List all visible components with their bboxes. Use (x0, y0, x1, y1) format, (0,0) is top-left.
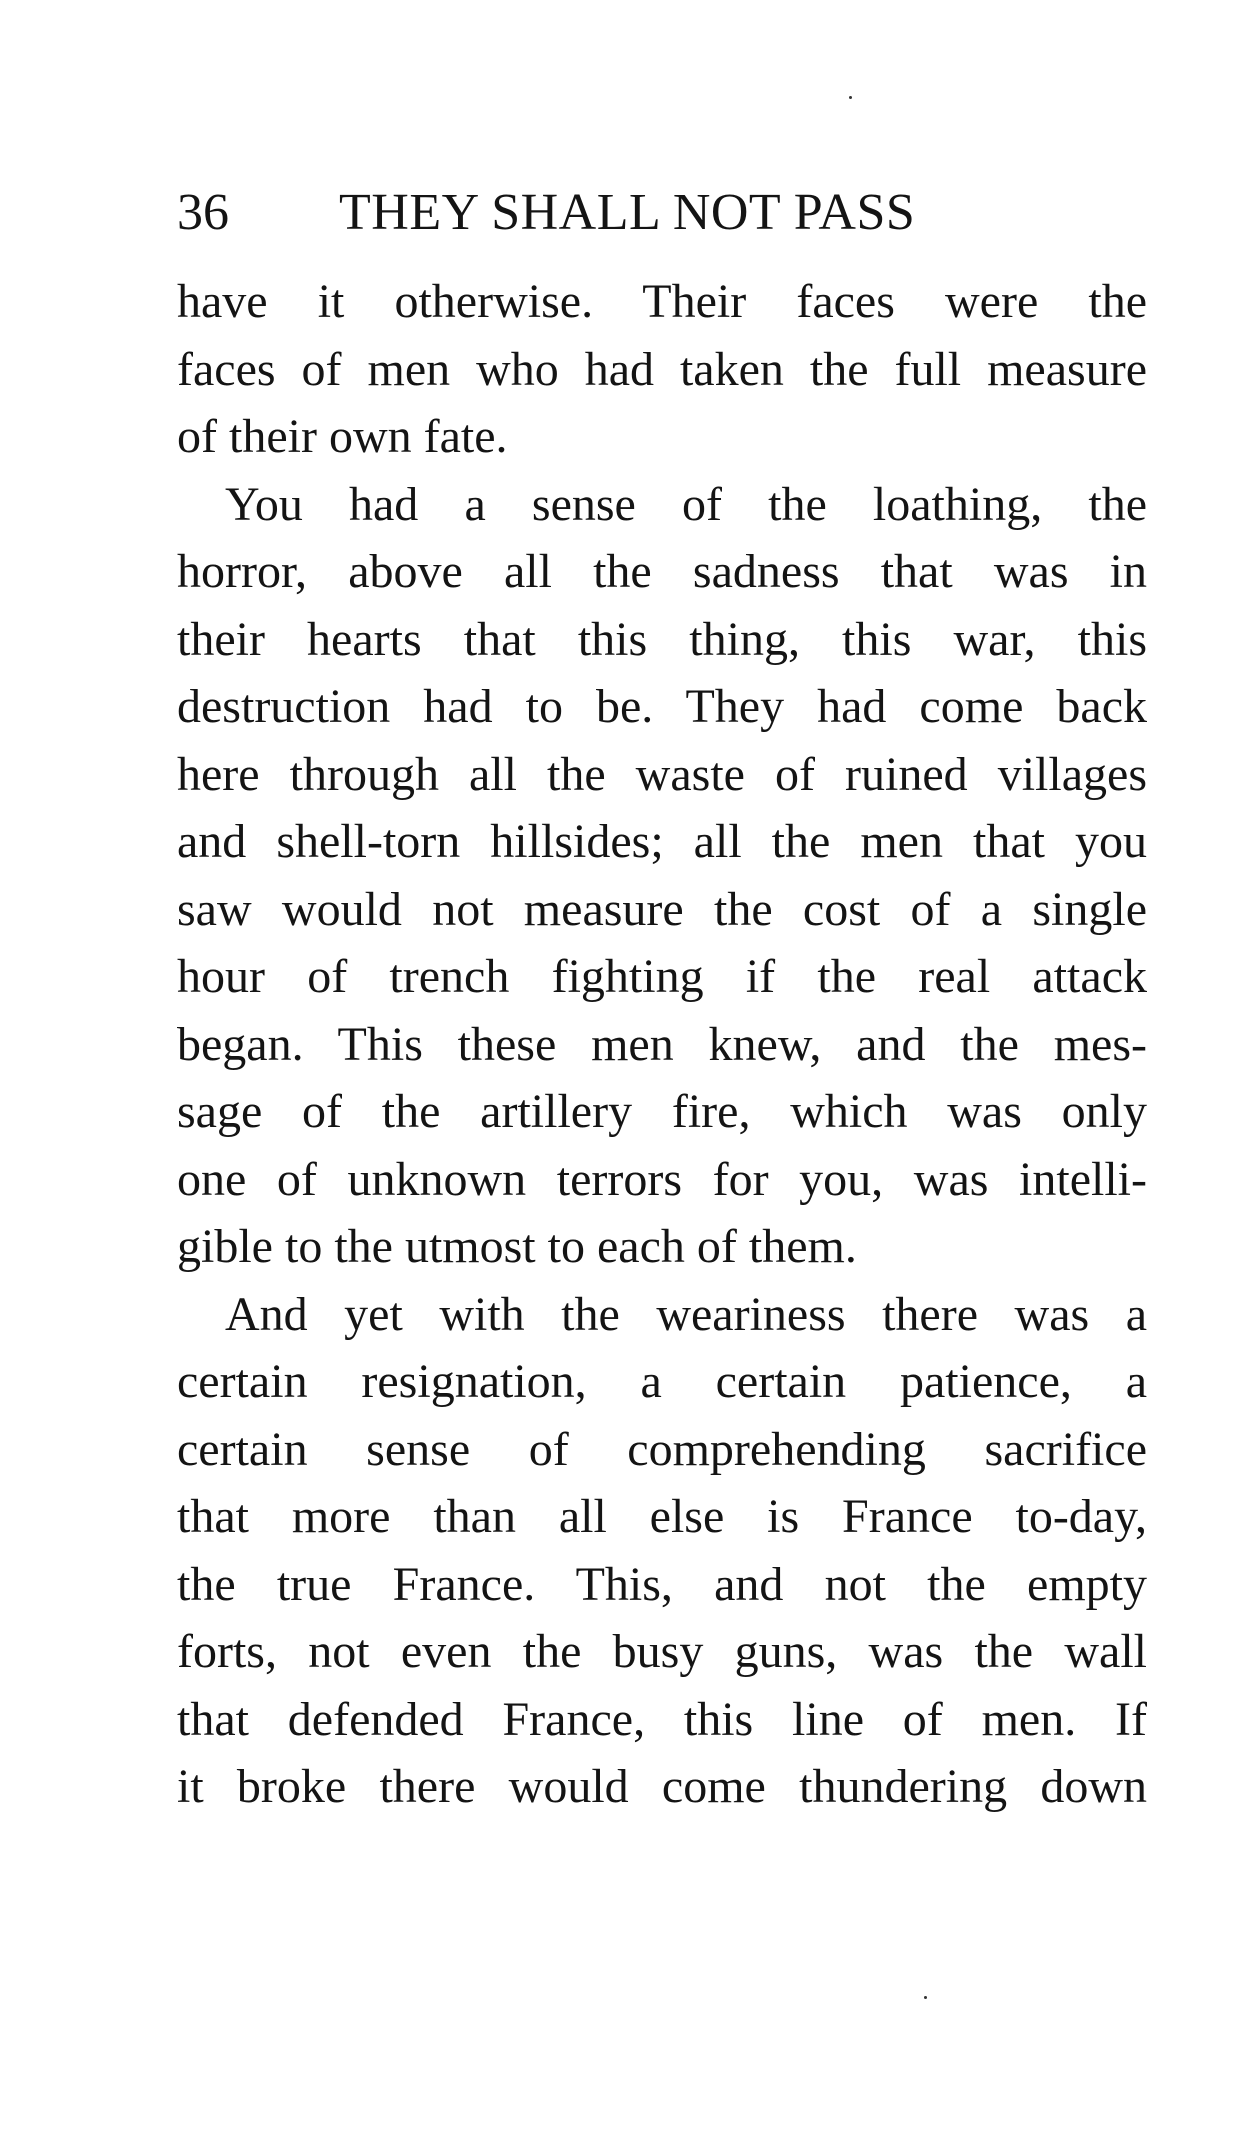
text-line: have it otherwise. Their faces were the (177, 275, 1147, 328)
text-line: it broke there would come thundering down (177, 1760, 1147, 1813)
text-line: their hearts that this thing, this war, this (177, 612, 1147, 666)
running-title: THEY SHALL NOT PASS (339, 184, 916, 241)
text-line: sage of the artillery fire, which was only (177, 1085, 1147, 1138)
text-line: forts, not even the busy guns, was the wall (177, 1625, 1147, 1678)
text-line: one of unknown terrors for you, was intelli- (177, 1152, 1147, 1206)
text-line: the true France. This, and not the empty (177, 1557, 1147, 1611)
text-line: faces of men who had taken the full measure (177, 342, 1147, 396)
text-line: certain resignation, a certain patience, a (177, 1355, 1147, 1408)
text-line: here through all the waste of ruined villages (177, 747, 1147, 801)
text-line: certain sense of comprehending sacrifice (177, 1422, 1147, 1476)
text-line: that defended France, this line of men. If (177, 1692, 1147, 1746)
text-line: of their own fate. (177, 410, 508, 463)
page-number: 36 (177, 184, 229, 241)
text-line: destruction had to be. They had come back (177, 680, 1147, 733)
text-line: hour of trench fighting if the real attack (177, 950, 1147, 1003)
text-line: horror, above all the sadness that was in (177, 545, 1147, 598)
text-line: And yet with the weariness there was a (225, 1287, 1147, 1341)
body-text (177, 268, 1147, 1821)
scan-speck-bottom (924, 1996, 927, 1999)
text-line: You had a sense of the loathing, the (225, 477, 1147, 531)
text-line: gible to the utmost to each of them. (177, 1220, 857, 1273)
text-line: and shell-torn hillsides; all the men that you (177, 815, 1147, 868)
text-line: began. This these men knew, and the mes- (177, 1017, 1147, 1071)
text-line: saw would not measure the cost of a single (177, 882, 1147, 936)
text-line: that more than all else is France to-day, (177, 1490, 1147, 1543)
scan-speck-top (849, 96, 852, 99)
page-header (177, 178, 1147, 248)
